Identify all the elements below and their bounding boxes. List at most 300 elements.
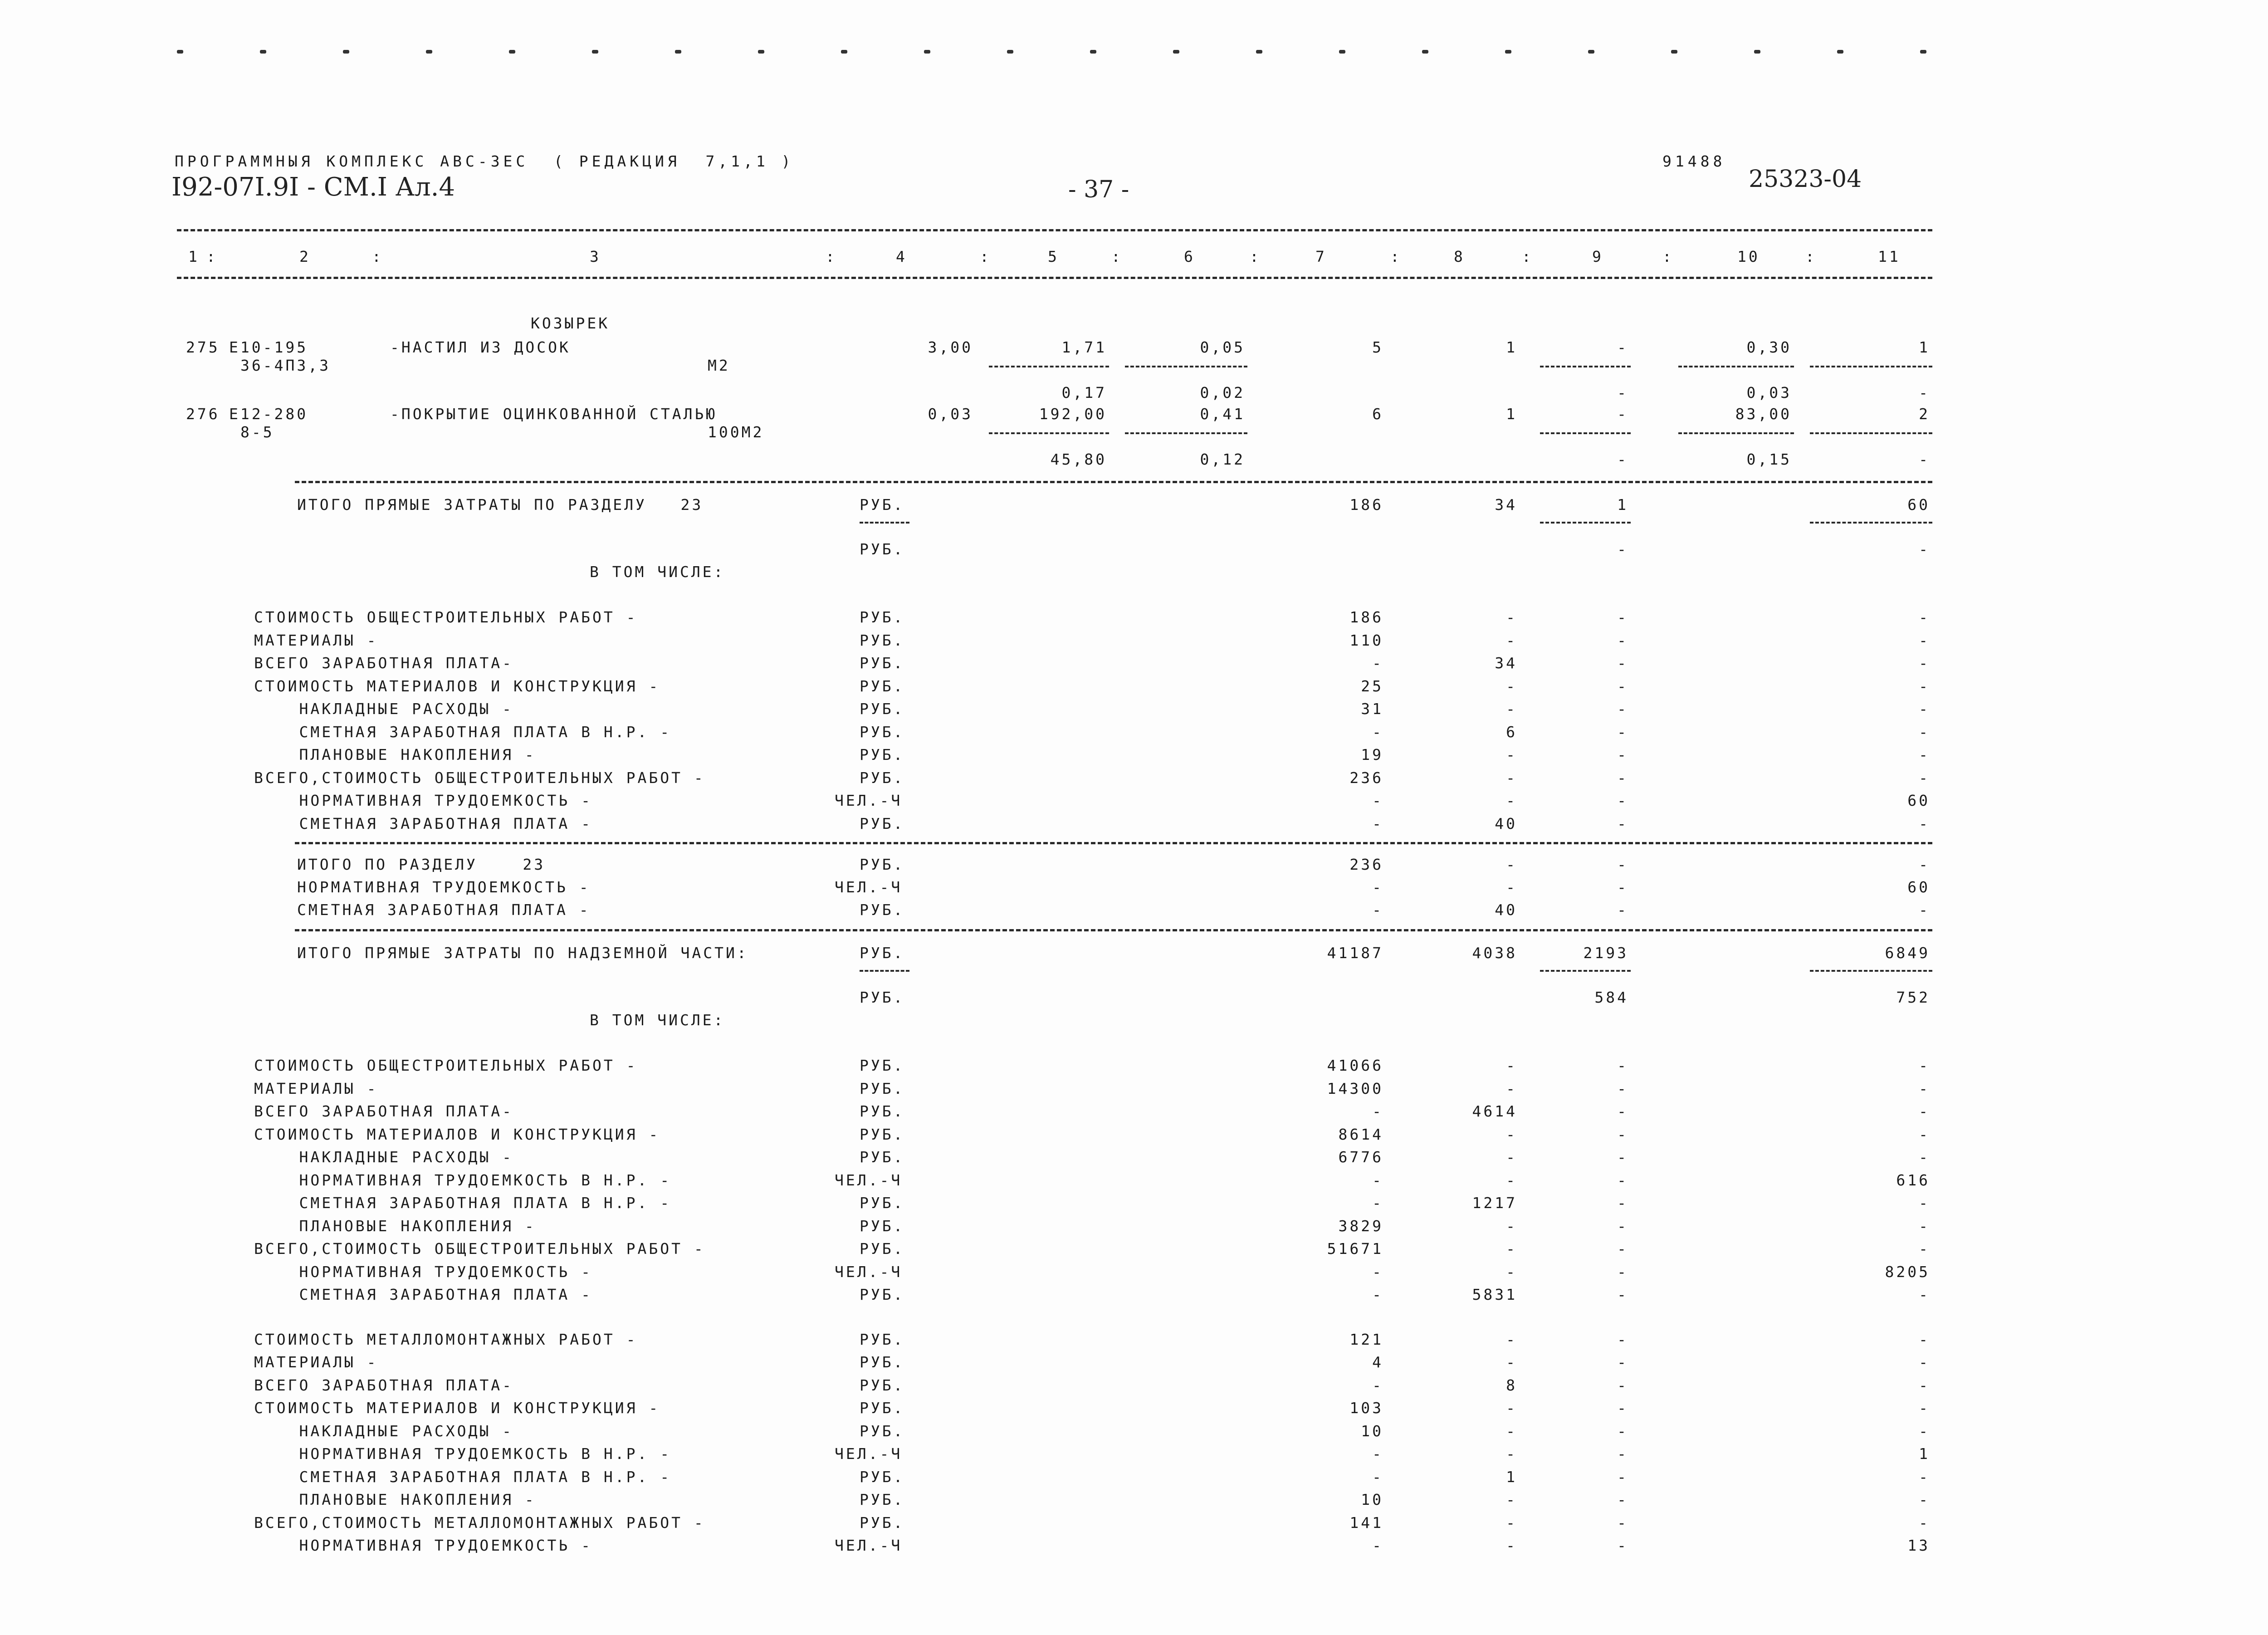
entry-name: -НАСТИЛ ИЗ ДОСОК [390,338,571,356]
section23-row-c8: - [1506,608,1517,626]
ground-row-c9: - [1617,1240,1628,1258]
section23-row-c8: - [1506,769,1517,787]
metal-row-c8: - [1506,1353,1517,1371]
metal-row-unit: ЧЕЛ.-Ч [835,1537,903,1554]
total-c9: 1 [1617,496,1628,514]
ground-row-c7: 6776 [1338,1148,1383,1166]
ground-row-c7: - [1372,1102,1383,1120]
entry-c9: - [1617,338,1628,356]
perforation-dot [1920,50,1926,54]
ground-row-c11: 8205 [1885,1263,1930,1281]
rule [1540,970,1631,972]
ground-row-unit: РУБ. [860,1148,905,1166]
metal-row-unit: ЧЕЛ.-Ч [835,1445,903,1463]
section23-row-c9: - [1617,746,1628,764]
section23-row-label: НОРМАТИВНАЯ ТРУДОЕМКОСТЬ - [254,792,593,809]
section23-row-c8: - [1506,677,1517,695]
metal-row-c7: 121 [1349,1330,1383,1348]
perforation-dot [426,50,432,54]
metal-row-c11: - [1919,1491,1930,1508]
section23-row-c8: - [1506,631,1517,649]
entry-c7: 5 [1372,338,1383,356]
entry-c6b: 0,12 [1200,450,1245,468]
metal-row-c11: - [1919,1353,1930,1371]
section23-row-unit: РУБ. [860,723,905,741]
perforation-dot [1256,50,1262,54]
entry-c5b: 45,80 [1050,450,1107,468]
section23-row-label: СМЕТНАЯ ЗАРАБОТНАЯ ПЛАТА - [254,814,593,832]
section23-row-c9: - [1617,631,1628,649]
perforation-dot [758,50,764,54]
total-label: ИТОГО ПРЯМЫЕ ЗАТРАТЫ ПО РАЗДЕЛУ 23 [297,496,704,514]
perforation-dot [1090,50,1096,54]
section23-final-unit: РУБ. [860,901,905,919]
total-c9b: - [1617,540,1628,558]
section23-final-unit: ЧЕЛ.-Ч [835,878,903,896]
section23-row-unit: РУБ. [860,814,905,832]
section23-row-c7: 236 [1349,769,1383,787]
ground-row-c9: - [1617,1057,1628,1074]
ground-row-c11: 616 [1896,1171,1930,1189]
entry-c10b: 0,03 [1746,384,1792,401]
section23-row-c7: - [1372,723,1383,741]
section23-row-c8: - [1506,792,1517,809]
metal-row-c7: - [1372,1445,1383,1463]
column-header-4: 4 [896,248,907,265]
ground-row-label: СМЕТНАЯ ЗАРАБОТНАЯ ПЛАТА В Н.Р. - [254,1194,672,1212]
entry-name: -ПОКРЫТИЕ ОЦИНКОВАННОЙ СТАЛЬЮ [390,405,718,423]
entry-number: 276 [186,405,220,423]
metal-row-c7: 10 [1361,1491,1383,1508]
metal-row-c8: - [1506,1513,1517,1532]
section23-row-c11: 60 [1907,792,1930,809]
section23-row-c11: - [1919,608,1930,626]
metal-row-c7: 4 [1372,1353,1383,1371]
ground-row-c7: - [1372,1194,1383,1212]
entry-c6: 0,05 [1200,338,1245,356]
metal-row-c11: 1 [1919,1445,1930,1463]
ground-row-c8: 1217 [1472,1194,1517,1212]
total-c8: 34 [1495,496,1517,514]
rule [1810,522,1932,524]
rule [860,970,909,972]
metal-row-c8: - [1506,1422,1517,1440]
ground-row-c11: - [1919,1217,1930,1235]
metal-row-c7: - [1372,1468,1383,1486]
ground-row-unit: РУБ. [860,1125,905,1143]
section23-row-c9: - [1617,700,1628,718]
section23-final-c9: - [1617,878,1628,896]
entry-c11: 2 [1919,405,1930,423]
metal-row-unit: РУБ. [860,1399,905,1417]
ground-row-c11: - [1919,1057,1930,1074]
ground-row-c11: - [1919,1079,1930,1097]
ground-row-c8: - [1506,1171,1517,1189]
total-unit: РУБ. [860,944,905,962]
total-c7: 41187 [1327,944,1383,962]
metal-row-c8: 8 [1506,1376,1517,1394]
page-number: - 37 - [1068,176,1129,203]
perforation-dot [675,50,681,54]
perforation-dot [1173,50,1179,54]
rule [1810,366,1932,367]
perforation-dot [1505,50,1511,54]
section23-final-c11: - [1919,856,1930,873]
perforation-dot [592,50,598,54]
section23-final-c9: - [1617,856,1628,873]
entry-c9: - [1617,405,1628,423]
section23-final-c7: - [1372,901,1383,919]
section23-final-label: ИТОГО ПО РАЗДЕЛУ 23 [297,856,546,873]
ground-row-unit: РУБ. [860,1079,905,1097]
entry-c5b: 0,17 [1061,384,1107,401]
metal-row-c11: - [1919,1468,1930,1486]
section23-row-c11: - [1919,677,1930,695]
section23-row-c8: 34 [1495,654,1517,672]
entry-unit: 100М2 [708,423,764,441]
entry-c11b: - [1919,450,1930,468]
section23-row-c9: - [1617,792,1628,809]
section23-row-c11: - [1919,654,1930,672]
metal-row-label: ВСЕГО,СТОИМОСТЬ МЕТАЛЛОМОНТАЖНЫХ РАБОТ - [254,1513,705,1532]
document-code: I92-07I.9I - СМ.I Ал.4 [171,172,455,202]
ground-row-label: ВСЕГО,СТОИМОСТЬ ОБЩЕСТРОИТЕЛЬНЫХ РАБОТ - [254,1240,705,1258]
entry-c9b: - [1617,450,1628,468]
section23-final-c8: - [1506,856,1517,873]
ground-row-c8: - [1506,1057,1517,1074]
column-separator: : [206,248,218,265]
metal-row-label: СМЕТНАЯ ЗАРАБОТНАЯ ПЛАТА В Н.Р. - [254,1468,672,1486]
entry-code: Е10-195 [229,338,308,356]
perforation-dot [1588,50,1594,54]
metal-row-unit: РУБ. [860,1353,905,1371]
ground-row-c7: 41066 [1327,1057,1383,1074]
ground-row-c7: 8614 [1338,1125,1383,1143]
ground-row-unit: РУБ. [860,1217,905,1235]
column-separator: : [1250,248,1261,265]
ground-row-unit: РУБ. [860,1057,905,1074]
section23-row-c7: 110 [1349,631,1383,649]
section23-row-c11: - [1919,769,1930,787]
section23-final-c7: 236 [1349,856,1383,873]
entry-c6: 0,41 [1200,405,1245,423]
section23-row-label: ПЛАНОВЫЕ НАКОПЛЕНИЯ - [254,746,536,764]
section23-final-c8: 40 [1495,901,1517,919]
metal-row-label: НОРМАТИВНАЯ ТРУДОЕМКОСТЬ - [254,1537,593,1554]
rule [989,432,1109,434]
perforation-dot [1339,50,1345,54]
entry-c10: 83,00 [1735,405,1792,423]
column-header-10: 10 [1737,248,1760,265]
entry-c11b: - [1919,384,1930,401]
ground-row-c9: - [1617,1125,1628,1143]
ground-row-label: МАТЕРИАЛЫ - [254,1079,378,1097]
section23-row-c7: 25 [1361,677,1383,695]
entry-unit: М2 [708,357,730,374]
column-header-8: 8 [1454,248,1465,265]
metal-row-c7: 103 [1349,1399,1383,1417]
total-label: ИТОГО ПРЯМЫЕ ЗАТРАТЫ ПО НАДЗЕМНОЙ ЧАСТИ: [297,944,748,962]
rule [295,842,1932,844]
ground-row-c11: - [1919,1102,1930,1120]
section23-final-c7: - [1372,878,1383,896]
rule [1810,432,1932,434]
ground-row-c11: - [1919,1194,1930,1212]
metal-row-unit: РУБ. [860,1376,905,1394]
perforation-dot [509,50,515,54]
perforation-dot [1837,50,1843,54]
perforation-dot [260,50,266,54]
section23-row-label: НАКЛАДНЫЕ РАСХОДЫ - [254,700,513,718]
metal-row-label: СТОИМОСТЬ МАТЕРИАЛОВ И КОНСТРУКЦИЯ - [254,1399,660,1417]
metal-row-unit: РУБ. [860,1468,905,1486]
ground-row-c8: - [1506,1240,1517,1258]
entry-c11: 1 [1919,338,1930,356]
ground-row-label: СТОИМОСТЬ ОБЩЕСТРОИТЕЛЬНЫХ РАБОТ - [254,1057,638,1074]
code-a: 91488 [1662,152,1726,170]
ground-row-label: ПЛАНОВЫЕ НАКОПЛЕНИЯ - [254,1217,536,1235]
rule [1540,366,1631,367]
section23-row-c9: - [1617,677,1628,695]
entry-c10: 0,30 [1746,338,1792,356]
section23-row-c11: - [1919,631,1930,649]
metal-row-c8: - [1506,1445,1517,1463]
column-separator: : [1662,248,1674,265]
entry-c10b: 0,15 [1746,450,1792,468]
rule [1125,432,1247,434]
column-separator: : [1111,248,1123,265]
section23-row-c11: - [1919,814,1930,832]
metal-row-c11: 13 [1907,1537,1930,1554]
perforation-dot [841,50,847,54]
metal-row-c11: - [1919,1513,1930,1532]
ground-row-unit: РУБ. [860,1240,905,1258]
metal-row-label: ВСЕГО ЗАРАБОТНАЯ ПЛАТА- [254,1376,513,1394]
section23-final-c11: 60 [1907,878,1930,896]
rule [1678,432,1794,434]
entry-c6b: 0,02 [1200,384,1245,401]
perforation-dot [924,50,930,54]
ground-row-c11: - [1919,1125,1930,1143]
metal-row-unit: РУБ. [860,1491,905,1508]
metal-row-c11: - [1919,1422,1930,1440]
ground-row-c7: 14300 [1327,1079,1383,1097]
ground-row-unit: РУБ. [860,1194,905,1212]
section23-row-label: СМЕТНАЯ ЗАРАБОТНАЯ ПЛАТА В Н.Р. - [254,723,672,741]
column-header-9: 9 [1592,248,1603,265]
ground-row-unit: ЧЕЛ.-Ч [835,1171,903,1189]
metal-row-label: НАКЛАДНЫЕ РАСХОДЫ - [254,1422,513,1440]
section23-row-label: ВСЕГО,СТОИМОСТЬ ОБЩЕСТРОИТЕЛЬНЫХ РАБОТ - [254,769,705,787]
ground-row-label: СМЕТНАЯ ЗАРАБОТНАЯ ПЛАТА - [254,1286,593,1303]
metal-row-c7: - [1372,1376,1383,1394]
entry-c9b: - [1617,384,1628,401]
rule [1125,366,1247,367]
metal-row-c9: - [1617,1399,1628,1417]
rule [1540,432,1631,434]
section23-row-c9: - [1617,608,1628,626]
ground-row-c9: - [1617,1194,1628,1212]
code-b: 25323-04 [1749,166,1862,193]
section23-row-unit: ЧЕЛ.-Ч [835,792,903,809]
column-header-7: 7 [1315,248,1327,265]
ground-row-c7: 51671 [1327,1240,1383,1258]
metal-row-c9: - [1617,1468,1628,1486]
rule [989,366,1109,367]
metal-row-c9: - [1617,1491,1628,1508]
section23-row-c8: 40 [1495,814,1517,832]
section23-row-c7: 19 [1361,746,1383,764]
section23-final-label: НОРМАТИВНАЯ ТРУДОЕМКОСТЬ - [297,878,591,896]
entry-c8: 1 [1506,338,1517,356]
section23-row-label: ВСЕГО ЗАРАБОТНАЯ ПЛАТА- [254,654,513,672]
rule [1678,366,1794,367]
ground-row-c8: - [1506,1148,1517,1166]
rule [295,481,1932,483]
ground-row-c11: - [1919,1286,1930,1303]
total-unit-2: РУБ. [860,540,905,558]
total-c9: 2193 [1583,944,1628,962]
column-header-11: 11 [1878,248,1901,265]
metal-row-unit: РУБ. [860,1330,905,1348]
rule [1810,970,1932,972]
section23-row-unit: РУБ. [860,608,905,626]
rule [860,522,909,524]
ground-row-label: НАКЛАДНЫЕ РАСХОДЫ - [254,1148,513,1166]
section23-final-unit: РУБ. [860,856,905,873]
section23-row-c9: - [1617,769,1628,787]
metal-row-c9: - [1617,1422,1628,1440]
column-header-5: 5 [1048,248,1059,265]
ground-row-c8: 5831 [1472,1286,1517,1303]
section23-row-c8: 6 [1506,723,1517,741]
section23-row-label: СТОИМОСТЬ ОБЩЕСТРОИТЕЛЬНЫХ РАБОТ - [254,608,638,626]
ground-row-label: НОРМАТИВНАЯ ТРУДОЕМКОСТЬ - [254,1263,593,1281]
metal-row-unit: РУБ. [860,1513,905,1532]
section23-row-c7: - [1372,792,1383,809]
entry-reference: 36-4П3,3 [240,357,331,374]
perforation-dot [1671,50,1677,54]
ground-row-c9: - [1617,1286,1628,1303]
column-header-1: 1 [188,248,200,265]
metal-row-c7: - [1372,1537,1383,1554]
column-separator: : [980,248,991,265]
metal-row-c11: - [1919,1330,1930,1348]
ground-row-c11: - [1919,1240,1930,1258]
section23-row-c7: 31 [1361,700,1383,718]
metal-row-c8: - [1506,1537,1517,1554]
metal-row-c11: - [1919,1399,1930,1417]
entry-reference: 8-5 [240,423,274,441]
column-separator: : [826,248,837,265]
rule [177,277,1932,279]
metal-row-label: СТОИМОСТЬ МЕТАЛЛОМОНТАЖНЫХ РАБОТ - [254,1330,638,1348]
ground-row-label: НОРМАТИВНАЯ ТРУДОЕМКОСТЬ В Н.Р. - [254,1171,672,1189]
section23-row-c7: - [1372,814,1383,832]
total-c8: 4038 [1472,944,1517,962]
metal-row-c9: - [1617,1513,1628,1532]
ground-row-c11: - [1919,1148,1930,1166]
section23-row-c11: - [1919,746,1930,764]
program-header: ПРОГРАММНЫЯ КОМПЛЕКС АВС-ЗЕС ( РЕДАКЦИЯ 7,1,1 ) [175,152,794,170]
section23-final-c11: - [1919,901,1930,919]
ground-row-unit: ЧЕЛ.-Ч [835,1263,903,1281]
metal-row-c8: 1 [1506,1468,1517,1486]
ground-row-c9: - [1617,1148,1628,1166]
including-label: В ТОМ ЧИСЛЕ: [590,1011,725,1029]
total-c11: 6849 [1885,944,1930,962]
ground-row-c9: - [1617,1263,1628,1281]
entry-c5: 1,71 [1061,338,1107,356]
section23-row-unit: РУБ. [860,769,905,787]
section23-final-c9: - [1617,901,1628,919]
total-c11b: - [1919,540,1930,558]
metal-row-unit: РУБ. [860,1422,905,1440]
metal-row-c8: - [1506,1399,1517,1417]
section23-row-unit: РУБ. [860,677,905,695]
rule [177,229,1932,231]
metal-row-c7: 141 [1349,1513,1383,1532]
rule [295,929,1932,931]
column-header-2: 2 [299,248,311,265]
group-title: КОЗЫРЕК [531,314,610,332]
rule [1540,522,1631,524]
total-c9b: 584 [1594,989,1628,1006]
column-separator: : [1390,248,1402,265]
metal-row-c7: 10 [1361,1422,1383,1440]
column-separator: : [1522,248,1533,265]
section23-row-c7: 186 [1349,608,1383,626]
perforation-dot [1754,50,1760,54]
ground-row-c7: 3829 [1338,1217,1383,1235]
metal-row-c9: - [1617,1445,1628,1463]
perforation-dot [1007,50,1013,54]
total-unit-2: РУБ. [860,989,905,1006]
metal-row-c9: - [1617,1330,1628,1348]
entry-c4: 0,03 [928,405,973,423]
column-separator: : [1805,248,1817,265]
section23-row-unit: РУБ. [860,654,905,672]
metal-row-label: ПЛАНОВЫЕ НАКОПЛЕНИЯ - [254,1491,536,1508]
ground-row-unit: РУБ. [860,1102,905,1120]
entry-c4: 3,00 [928,338,973,356]
metal-row-label: МАТЕРИАЛЫ - [254,1353,378,1371]
metal-row-c11: - [1919,1376,1930,1394]
section23-row-c7: - [1372,654,1383,672]
total-c11: 60 [1907,496,1930,514]
ground-row-c9: - [1617,1171,1628,1189]
section23-row-c11: - [1919,700,1930,718]
ground-row-c9: - [1617,1079,1628,1097]
metal-row-c9: - [1617,1376,1628,1394]
ground-row-c9: - [1617,1217,1628,1235]
total-unit: РУБ. [860,496,905,514]
including-label: В ТОМ ЧИСЛЕ: [590,563,725,581]
section23-row-c9: - [1617,723,1628,741]
ground-row-c8: - [1506,1125,1517,1143]
ground-row-c8: 4614 [1472,1102,1517,1120]
column-separator: : [372,248,383,265]
column-header-6: 6 [1184,248,1195,265]
section23-final-c8: - [1506,878,1517,896]
ground-row-c7: - [1372,1171,1383,1189]
total-c11b: 752 [1896,989,1930,1006]
section23-row-label: МАТЕРИАЛЫ - [254,631,378,649]
ground-row-c8: - [1506,1217,1517,1235]
section23-final-label: СМЕТНАЯ ЗАРАБОТНАЯ ПЛАТА - [297,901,591,919]
metal-row-c8: - [1506,1491,1517,1508]
entry-c7: 6 [1372,405,1383,423]
